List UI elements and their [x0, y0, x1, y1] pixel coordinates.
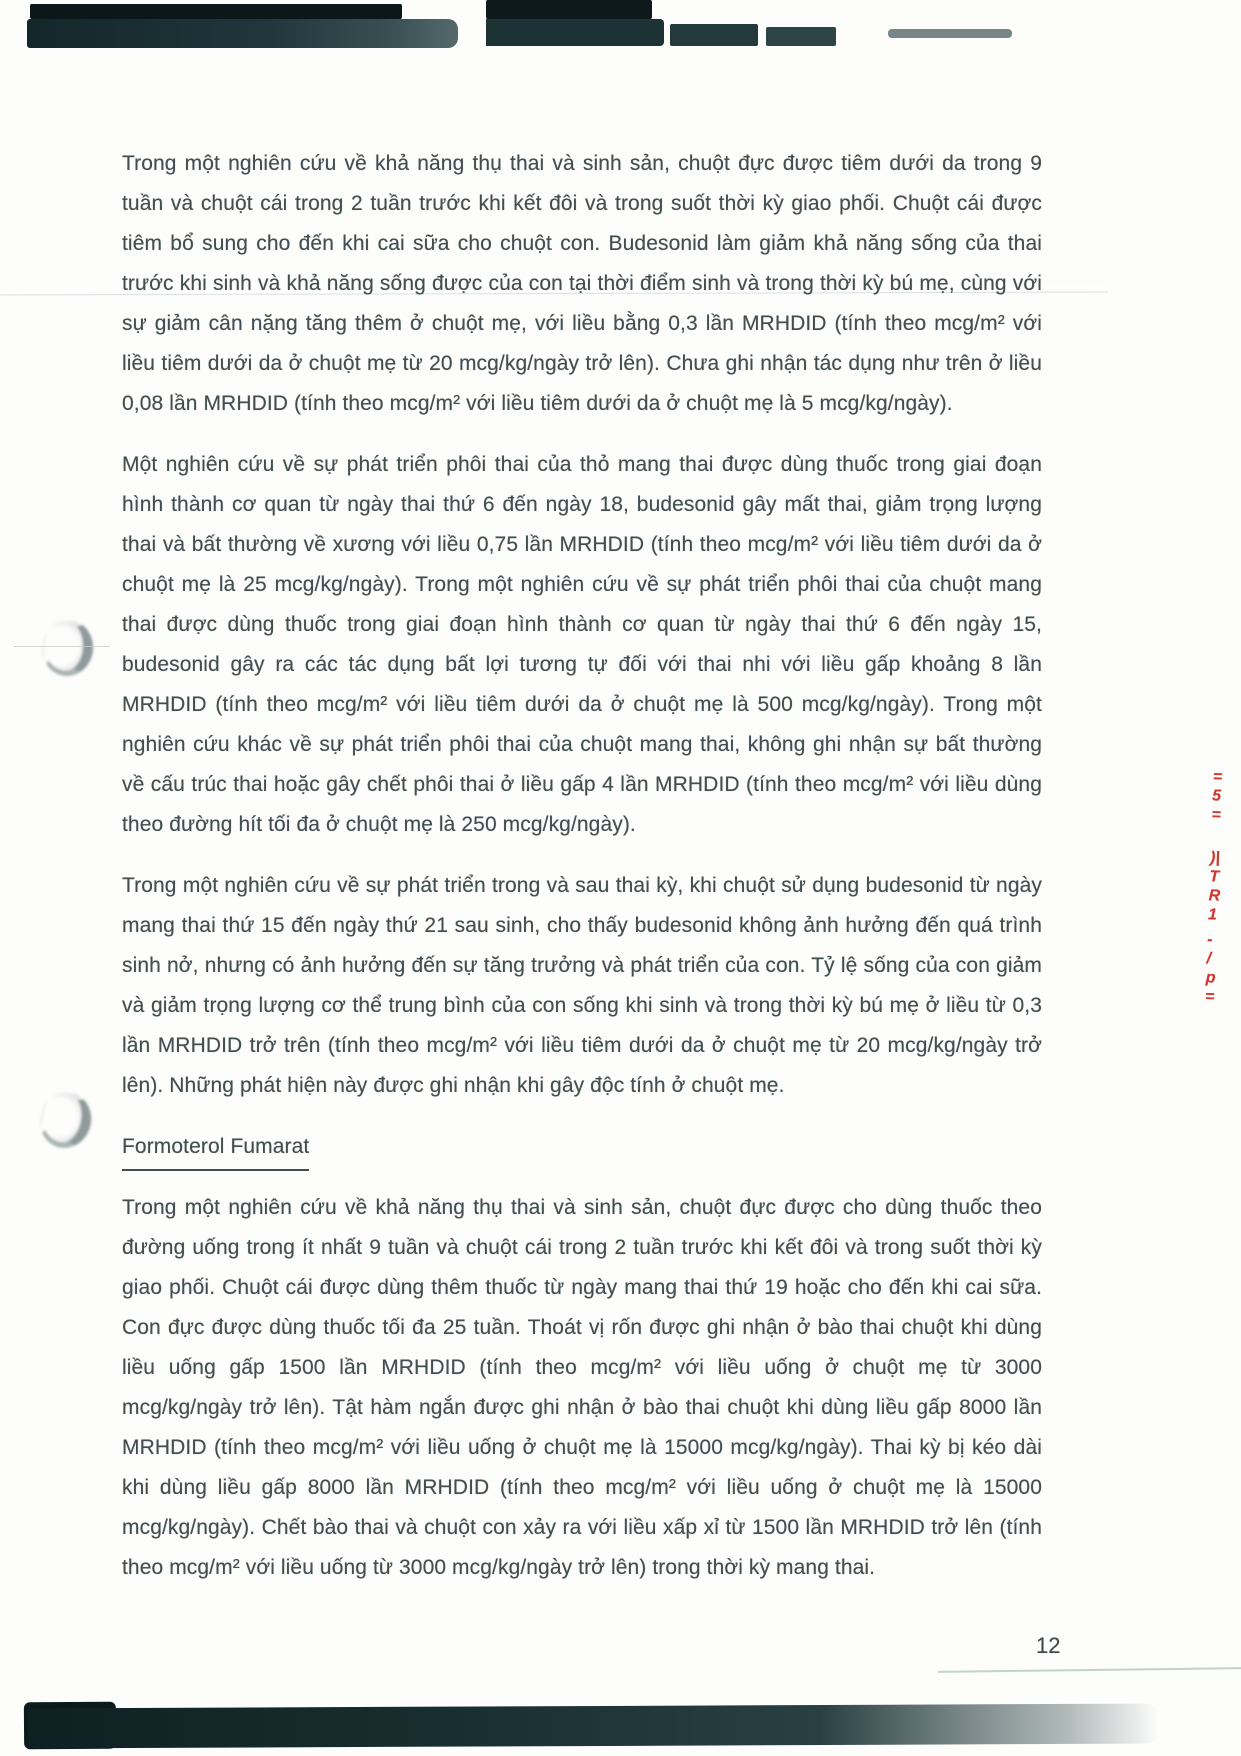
margin-annotation-char: =	[1212, 768, 1223, 786]
margin-annotation-char: )|	[1209, 849, 1221, 867]
scan-artifact-band-top-6	[766, 27, 836, 46]
page-number: 12	[1036, 1633, 1061, 1658]
margin-annotation-char: 1	[1207, 906, 1218, 924]
section-heading-formoterol-wrapper	[122, 1127, 1042, 1171]
hole-punch-crescent-1	[39, 617, 96, 678]
margin-annotation-char: p	[1205, 969, 1216, 987]
scan-artifact-band-top-7	[888, 29, 1012, 38]
scan-artifact-line-crescent	[14, 646, 110, 647]
paragraph-embryofetal-development: Một nghiên cứu về sự phát triển phôi thai của thỏ mang thai được dùng thuốc trong giai đoạn hình thành cơ quan từ ngày thai thứ 6 đến ngày 18, budesonid gây mất thai, giảm trọng lượng thai và bất thường về xương với liều 0,75 lần MRHDID (tính theo mcg/m² với liều tiêm dưới da ở chuột mẹ là 25 mcg/kg/ngày). Trong một nghiên cứu về sự phát triển phôi thai của chuột mang thai được dùng thuốc trong giai đoạn hình thành cơ quan từ ngày thai thứ 6 đến ngày 15, budesonid gây ra các tác dụng bất lợi tương tự đối với thai nhi với liều gấp khoảng 8 lần MRHDID (tính theo mcg/m² với liều tiêm dưới da ở chuột mẹ là 500 mcg/kg/ngày). Trong một nghiên cứu khác về sự phát triển phôi thai của chuột mang thai, không ghi nhận sự bất thường về cấu trúc thai hoặc gây chết phôi thai ở liều gấp 4 lần MRHDID (tính theo mcg/m² với liều dùng theo đường hít tối đa ở chuột mẹ là 250 mcg/kg/ngày).	[122, 453, 1042, 836]
margin-annotation	[1205, 767, 1241, 1007]
hole-punch-crescent-2	[34, 1087, 97, 1154]
margin-annotation-char: -	[1206, 931, 1213, 949]
scan-artifact-band-bottom	[28, 1704, 1160, 1749]
margin-annotation-char: =	[1204, 988, 1215, 1006]
scan-artifact-band-top-2	[27, 19, 458, 48]
footer-rule-line	[938, 1667, 1241, 1673]
paragraph-budesonid-fertility: Trong một nghiên cứu về khả năng thụ thai và sinh sản, chuột đực được tiêm dưới da trong 9 tuần và chuột cái trong 2 tuần trước khi kết đôi và trong suốt thời kỳ giao phối. Chuột cái được tiêm bổ sung cho đến khi cai sữa cho chuột con. Budesonid làm giảm khả năng sống của thai trước khi sinh và khả năng sống được của con tại thời điểm sinh và trong thời kỳ bú mẹ, cùng với sự giảm cân nặng tăng thêm ở chuột mẹ, với liều bằng 0,3 lần MRHDID (tính theo mcg/m² với liều tiêm dưới da ở chuột mẹ từ 20 mcg/kg/ngày trở lên). Chưa ghi nhận tác dụng như trên ở liều 0,08 lần MRHDID (tính theo mcg/m² với liều tiêm dưới da ở chuột mẹ là 5 mcg/kg/ngày).	[122, 152, 1042, 415]
scan-artifact-band-top-3	[486, 0, 652, 19]
paragraph-formoterol-fertility: Trong một nghiên cứu về khả năng thụ thai và sinh sản, chuột đực được cho dùng thuốc theo đường uống trong ít nhất 9 tuần và chuột cái trong 2 tuần trước khi kết đôi và trong suốt thời kỳ giao phối. Chuột cái được dùng thêm thuốc từ ngày mang thai thứ 19 hoặc cho đến khi cai sữa. Con đực được dùng thuốc tối đa 25 tuần. Thoát vị rốn được ghi nhận ở bào thai chuột khi dùng liều uống gấp 1500 lần MRHDID (tính theo mcg/m² với liều uống ở chuột mẹ từ 3000 mcg/kg/ngày trở lên). Tật hàm ngắn được ghi nhận ở bào thai chuột khi dùng liều gấp 8000 lần MRHDID (tính theo mcg/m² với liều uống ở chuột mẹ là 15000 mcg/kg/ngày). Thai kỳ bị kéo dài khi dùng liều gấp 8000 lần MRHDID (tính theo mcg/m² với liều uống ở chuột mẹ là 15000 mcg/kg/ngày). Chết bào thai và chuột con xảy ra với liều xấp xỉ từ 1500 lần MRHDID trở lên (tính theo mcg/m² với liều uống từ 3000 mcg/kg/ngày trở lên) trong thời kỳ mang thai.	[122, 1196, 1042, 1579]
margin-annotation-char: =	[1211, 806, 1222, 824]
scan-artifact-band-top-4	[486, 19, 664, 46]
document-body	[122, 144, 1042, 1609]
margin-annotation-char: /	[1206, 950, 1212, 968]
margin-annotation-char: 5	[1211, 787, 1222, 805]
section-heading-formoterol: Formoterol Fumarat	[122, 1127, 309, 1171]
scan-artifact-band-top-5	[670, 24, 758, 46]
margin-annotation-char: T	[1209, 868, 1220, 886]
margin-annotation-char: R	[1208, 887, 1221, 905]
scan-artifact-band-top-1	[30, 4, 402, 19]
paragraph-pre-postnatal-development: Trong một nghiên cứu về sự phát triển trong và sau thai kỳ, khi chuột sử dụng budesonid từ ngày mang thai thứ 15 đến ngày thứ 21 sau sinh, cho thấy budesonid không ảnh hưởng đến quá trình sinh nở, nhưng có ảnh hưởng đến sự tăng trưởng và phát triển của con. Tỷ lệ sống của con giảm và giảm trọng lượng cơ thể trung bình của con sống khi sinh và trong thời kỳ bú mẹ ở liều từ 0,3 lần MRHDID trở trên (tính theo mcg/m² với liều tiêm dưới da ở chuột mẹ từ 20 mcg/kg/ngày trở lên). Những phát hiện này được ghi nhận khi gây độc tính ở chuột mẹ.	[122, 874, 1042, 1097]
